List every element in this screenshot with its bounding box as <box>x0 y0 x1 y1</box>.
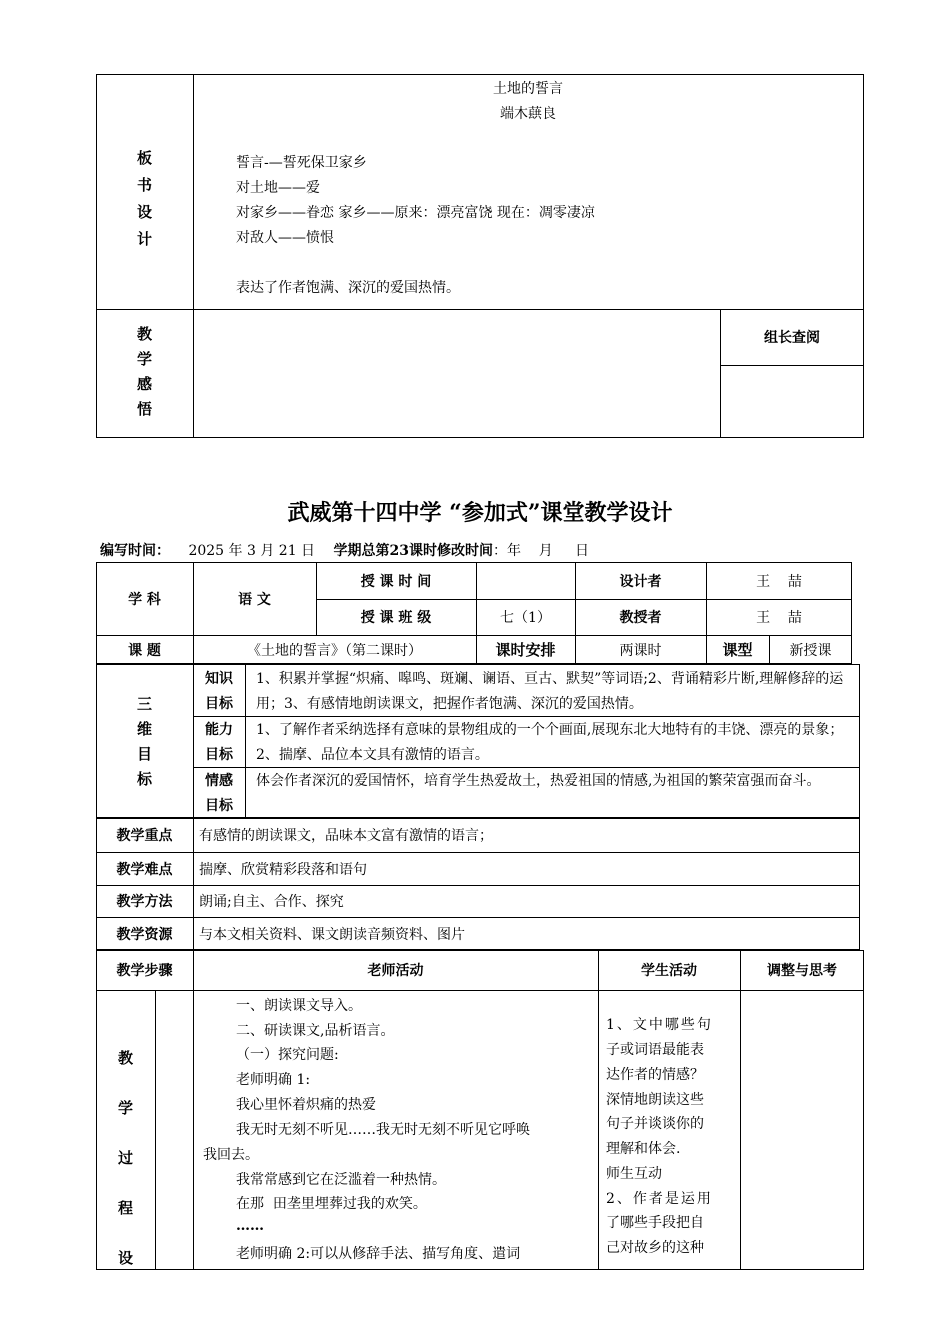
student-activity-line: 2、作者是运用 <box>606 1191 713 1207</box>
resource-label: 教学资源 <box>116 926 173 943</box>
board-line: 誓言-—誓死保卫家乡 <box>236 155 367 171</box>
goal-name-emotion: 情感 目标 <box>205 773 233 814</box>
student-activity-line: 达作者的情感？ <box>606 1067 704 1083</box>
teacher-label: 教授者 <box>619 610 662 626</box>
goal-text-ability: 1、了解作者采纳选择有意味的景物组成的一个个画面,展现东北大地特有的丰饶、漂亮的景象；2、揣摩、品位本文具有激情的语言。 <box>256 722 844 763</box>
resource-value: 与本文相关资料、课文朗读音频资料、图片 <box>199 926 465 943</box>
teacher-activity-line: 我心里怀着炽痛的热爱 <box>236 1097 376 1113</box>
write-time-label: 编写时间： <box>100 543 170 559</box>
key-point-value: 有感情的朗读课文，品味本文富有激情的语言； <box>199 828 493 844</box>
type-label: 课型 <box>722 641 753 659</box>
student-activity-line: 理解和体会. <box>606 1141 681 1157</box>
designer-label: 设计者 <box>619 573 662 590</box>
student-activity-line: 深情地朗读这些 <box>606 1092 704 1108</box>
term-total-label: 学期总第 <box>333 543 390 559</box>
difficulty-value: 揣摩、欣赏精彩段落和语句 <box>199 861 367 878</box>
teacher-activity-line: 我回去。 <box>203 1147 259 1163</box>
steps-header-student: 学生活动 <box>641 963 697 979</box>
steps-col-divider <box>193 950 194 1270</box>
subject-label: 学 科 <box>128 591 161 608</box>
teacher-activity-line: 在那 田垄里埋葬过我的欢笑。 <box>236 1196 427 1212</box>
modify-label: 修改时间 <box>437 543 493 559</box>
designer-value: 王 喆 <box>756 573 802 590</box>
teacher-value: 王 喆 <box>756 610 802 626</box>
board-divider <box>193 74 194 438</box>
type-value: 新授课 <box>789 642 832 659</box>
board-line: 表达了作者饱满、深沉的爱国热情。 <box>236 280 460 296</box>
review-label: 组长查阅 <box>764 330 820 346</box>
term-unit: 课时 <box>409 543 437 559</box>
class-value: 七（1） <box>500 610 551 626</box>
student-activity-line: 己对故乡的这种 <box>606 1240 704 1256</box>
method-value: 朗诵;自主、合作、探究 <box>199 894 344 910</box>
teacher-activity-line: 二、研读课文,品析语言。 <box>236 1023 395 1039</box>
teacher-activity-line: 老师明确 1: <box>236 1072 311 1088</box>
student-activity-line: 子或词语最能表 <box>606 1042 704 1058</box>
steps-col-divider <box>155 990 156 1270</box>
process-label: 教 学 过 程 设 <box>117 1049 133 1267</box>
time-value <box>476 562 575 599</box>
steps-header-adjust: 调整与思考 <box>767 963 837 979</box>
board-table <box>96 74 864 438</box>
teacher-activity-line: 一、朗读课文导入。 <box>236 998 362 1014</box>
teacher-activity-line: …… <box>236 1218 264 1234</box>
review-row-divider <box>720 365 864 366</box>
key-point-label: 教学重点 <box>116 828 173 844</box>
hours-value: 两课时 <box>619 642 662 659</box>
steps-col-divider <box>740 950 741 1270</box>
goal-name-ability: 能力 目标 <box>205 722 233 763</box>
goals-label: 三 维 目 标 <box>136 695 152 788</box>
board-author: 端木蕻良 <box>500 106 556 122</box>
teacher-activity-line: 我无时无刻不听见……我无时无刻不听见它呼唤 <box>236 1122 530 1138</box>
document-title: 武威第十四中学 “参加式”课堂教学设计 <box>287 500 673 526</box>
teacher-activity-line: 我常常感到它在泛滥着一种热情。 <box>236 1172 446 1188</box>
steps-col-divider <box>598 950 599 1270</box>
goal-text-knowledge: 1、积累并掌握“炽痛、嗥鸣、斑斓、谰语、亘古、默契”等词语;2、背诵精彩片断,理解修辞的运用；3、有感情地朗读课文，把握作者饱满、深沉的爱国热情。 <box>256 671 844 712</box>
topic-label: 课 题 <box>128 642 161 659</box>
class-label: 授 课 班 级 <box>360 610 432 626</box>
topic-value: 《土地的誓言》（第二课时） <box>247 642 422 659</box>
hours-label: 课时安排 <box>495 641 556 659</box>
steps-header-divider <box>96 990 864 991</box>
reflection-label: 教 学 感 悟 <box>136 325 152 418</box>
goal-name-knowledge: 知识 目标 <box>205 671 233 712</box>
difficulty-label: 教学难点 <box>116 861 173 878</box>
teacher-activity-line: （一）探究问题: <box>236 1047 339 1063</box>
student-activity-line: 师生互动 <box>606 1166 662 1182</box>
steps-table <box>96 950 864 1270</box>
teacher-activity-line: 老师明确 2:可以从修辞手法、描写角度、遣词 <box>236 1246 521 1262</box>
board-title: 土地的誓言 <box>493 81 563 97</box>
modify-value: ：年 月 日 <box>493 543 590 559</box>
subject-value: 语 文 <box>238 591 271 608</box>
board-label: 板 书 设 计 <box>136 149 152 248</box>
goal-text-emotion: 体会作者深沉的爱国情怀，培育学生热爱故土，热爱祖国的情感,为祖国的繁荣富强而奋斗。 <box>256 773 821 789</box>
steps-header-teacher: 老师活动 <box>367 963 424 979</box>
steps-header-steps: 教学步骤 <box>116 963 173 979</box>
student-activity-line: 了哪些手段把自 <box>606 1215 704 1231</box>
board-line: 对土地——爱 <box>236 180 320 196</box>
term-total-value: 23 <box>389 543 409 559</box>
student-activity-line: 句子并谈谈你的 <box>606 1116 704 1132</box>
write-time-value: 2025 年 3 月 21 日 <box>188 543 316 559</box>
student-activity-line: 1、文中哪些句 <box>606 1017 713 1033</box>
method-label: 教学方法 <box>116 894 173 910</box>
goals-col-divider <box>245 664 246 818</box>
board-line: 对敌人——愤恨 <box>236 230 334 246</box>
board-line: 对家乡——眷恋 家乡——原来：漂亮富饶 现在：凋零凄凉 <box>236 205 595 221</box>
meta-line <box>100 540 589 560</box>
time-label: 授 课 时 间 <box>360 573 432 590</box>
